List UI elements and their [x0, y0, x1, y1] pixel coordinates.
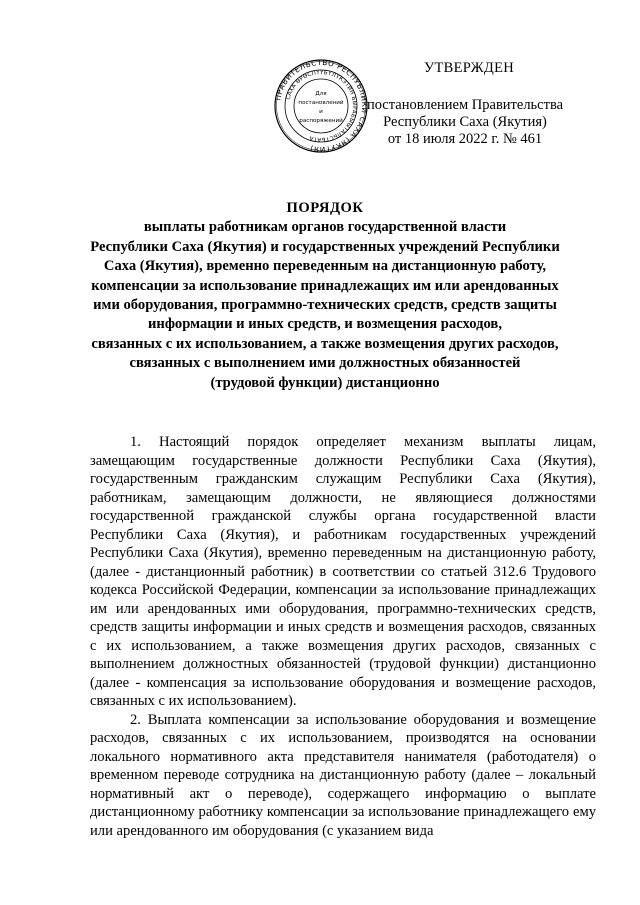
paragraph-1: 1. Настоящий порядок определяет механизм выплаты лицам, замещающим государственные должности Республики Саха (Якутия), государственным гражданским служащим Республики Саха (Якутия), работникам, замещающим должности, не являющиеся должностями государственной гражданской службы органа государственной власти Республики Саха (Якутия), и работникам государственных учреждений Республики Саха (Якутия), временно переведенным на дистанционную работу, (далее - дистанционный работник) в соответствии со статьей 312.6 Трудового кодекса Российской Федерации, компенсации за использование принадлежащих им или арендованных ими оборудования, программно-технических средств, средств защиты информации и иных средств и возмещения расходов, связанных с их использованием, а также возмещения других расходов, связанных с выполнением должностных обязанностей (трудовой функции) дистанционно (далее - компенсация за использование оборудования и возмещение расходов, связанных с их использованием). — [90, 434, 596, 709]
seal-center-line-2: постановлений — [298, 100, 344, 106]
document-body — [90, 433, 596, 840]
document-title — [70, 199, 580, 393]
approval-republic-line: Республики Саха (Якутия) — [383, 114, 547, 130]
seal-center-line-4: распоряжений — [299, 118, 343, 124]
approval-date-line: от 18 июля 2022 г. № 461 — [387, 131, 543, 147]
paragraph-2: 2. Выплата компенсации за использование оборудования и возмещение расходов, связанных с их использованием, производятся на основании локального нормативного акта представителя нанимателя (работодателя) о временном переводе сотрудника на дистанционную работу (далее – локальный нормативный акт о переводе), содержащего информацию о выплате дистанционному работнику компенсации за использование принадлежащего ему или арендованного им оборудования (с указанием вида — [90, 711, 596, 839]
title-line-6: информации и иных средств, и возмещения расходов, — [148, 316, 502, 333]
title-line-7: связанных с их использованием, а также возмещения других расходов, — [91, 335, 559, 352]
title-line-2: Республики Саха (Якутия) и государственных учреждений Республики — [90, 238, 560, 255]
title-line-4: компенсации за использование принадлежащих им или арендованных — [91, 277, 559, 294]
approved-label: УТВЕРЖДЕН — [423, 60, 515, 76]
title-heading: ПОРЯДОК — [286, 200, 364, 216]
title-line-9: (трудовой функции) дистанционно — [210, 374, 440, 391]
approval-decree-line: постановлением Правительства — [366, 97, 564, 113]
approval-block — [360, 60, 570, 148]
seal-outer-text: ПРАВИТЕЛЬСТВО РЕСПУБЛИКИ САХА (ЯКУТИЯ) — [273, 58, 370, 154]
title-line-1: выплаты работникам органов государственной власти — [143, 219, 507, 236]
seal-inner-text: САХА ӨРӨСПҮҮБҮЛҮКЭТИН БЫРАБЫЫТАЛЬСТБАТА — [285, 69, 358, 143]
title-line-5: ими оборудования, программно-технических средств, средств защиты — [93, 297, 557, 314]
title-line-3: Саха (Якутия), временно переведенным на дистанционную работу, — [103, 258, 547, 275]
seal-center-line-3: и — [319, 109, 323, 115]
title-line-8: связанных с выполнением ими должностных обязанностей — [129, 355, 521, 372]
seal-center-line-1: Для — [315, 91, 327, 97]
